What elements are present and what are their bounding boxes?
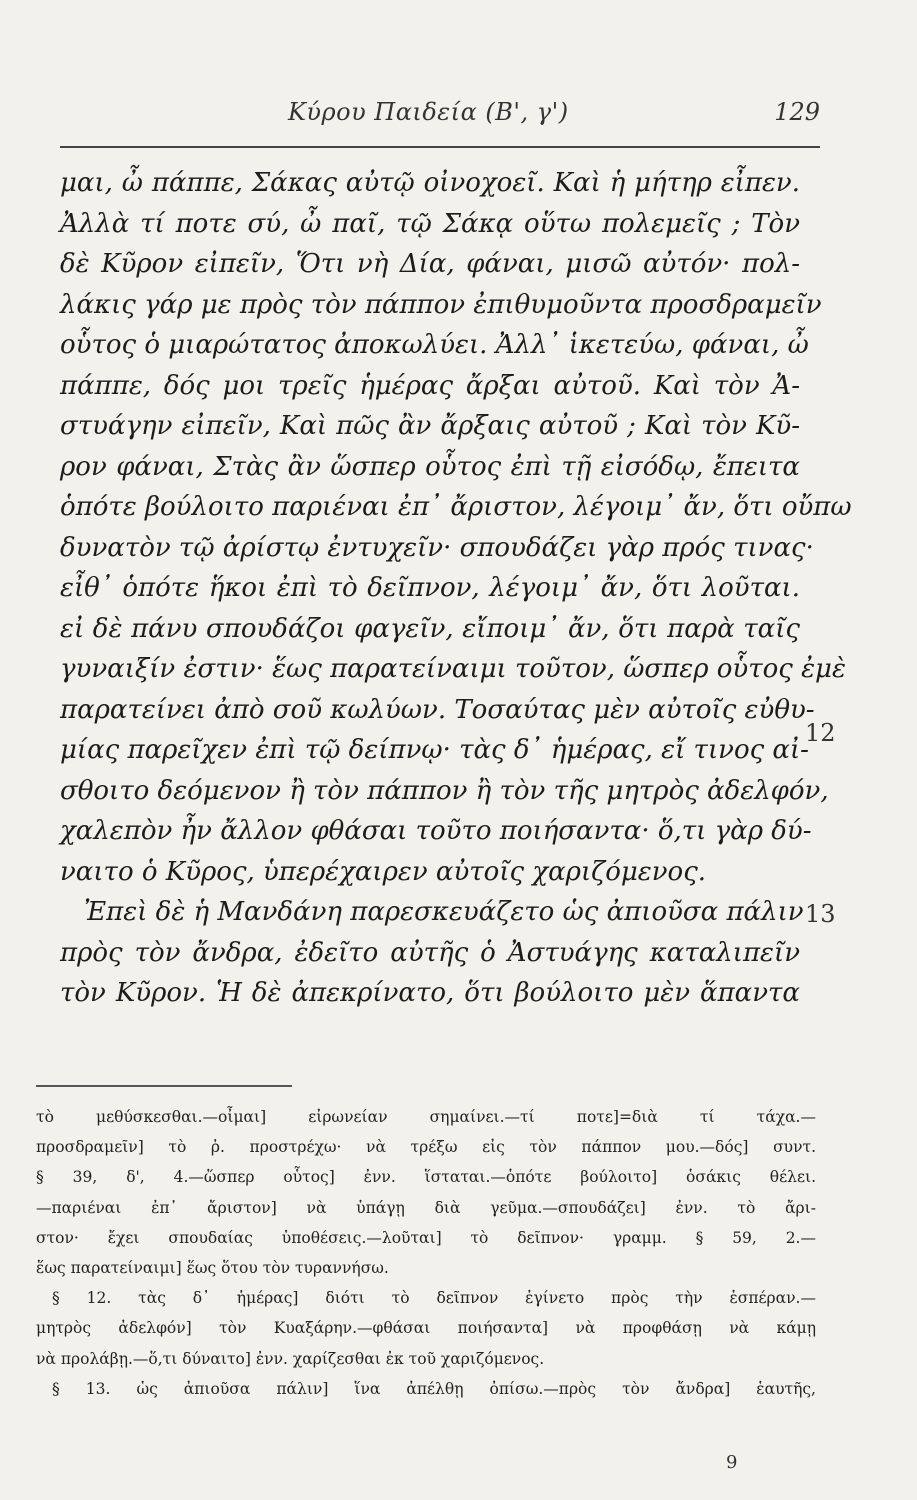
- text-line: σθοιτο δεόμενον ἢ τὸν πάππον ἢ τὸν τῆς μητρὸς ἀδελφόν,: [60, 775, 829, 806]
- text-line: ναιτο ὁ Κῦρος, ὑπερέχαιρεν αὐτοῖς χαριζόμενος.: [60, 856, 707, 887]
- footnote-line: μητρὸς ἀδελφόν] τὸν Κυαξάρην.—φθάσαι ποιήσαντα] νὰ προφθάσῃ νὰ κάμῃ: [36, 1319, 816, 1338]
- text-line: ὁπότε βούλοιτο παριέναι ἐπ᾽ ἄριστον, λέγοιμ᾽ ἄν, ὅτι οὔπω: [60, 492, 852, 522]
- text-line: μίας παρεῖχεν ἐπὶ τῷ δείπνῳ· τὰς δ᾽ ἡμέρας, εἴ τινος αἰ-: [60, 735, 809, 765]
- footnote-line: προσδραμεῖν] τὸ ῥ. προστρέχω· νὰ τρέξω εἰς τὸν πάππον μου.—δός] συντ.: [36, 1138, 816, 1157]
- text-line: τὸν Κῦρον. Ἡ δὲ ἀπεκρίνατο, ὅτι βούλοιτο μὲν ἅπαντα: [60, 978, 800, 1008]
- text-line: λάκις γάρ με πρὸς τὸν πάππον ἐπιθυμοῦντα προσδραμεῖν: [60, 289, 822, 320]
- text-line-content: παρατείνει ἀπὸ σοῦ κωλύων. Τοσαύτας μὲν αὐτοῖς εὐθυ-: [60, 694, 815, 725]
- running-title: Κύρου Παιδεία (Β', γ'): [288, 98, 569, 126]
- text-line: οὗτος ὁ μιαρώτατος ἀποκωλύει. Ἀλλ᾽ ἱκετεύω, φάναι, ὦ: [60, 330, 809, 360]
- text-line: δὲ Κῦρον εἰπεῖν, Ὅτι νὴ Δία, φάναι, μισῶ αὐτόν· πολ-: [60, 249, 800, 279]
- footnote-line: § 13. ὡς ἀπιοῦσα πάλιν] ἵνα ἀπέλθῃ ὀπίσω.—πρὸς τὸν ἄνδρα] ἑαυτῆς,: [52, 1379, 816, 1398]
- text-line: εἶθ᾽ ὁπότε ἥκοι ἐπὶ τὸ δεῖπνον, λέγοιμ᾽ ἄν, ὅτι λοῦται.: [60, 573, 800, 603]
- signature-mark: 9: [726, 1452, 738, 1473]
- text-line: πάππε, δός μοι τρεῖς ἡμέρας ἄρξαι αὐτοῦ. Καὶ τὸν Ἀ-: [60, 370, 800, 401]
- footnote-line: § 39, δ', 4.—ὥσπερ οὗτος] ἐνν. ἵσταται.—ὁπότε βούλοιτο] ὁσάκις θέλει.: [36, 1168, 816, 1187]
- header-rule: [60, 146, 820, 148]
- page-number: 129: [774, 98, 820, 126]
- footnote-line: τὸ μεθύσκεσθαι.—οἶμαι] εἰρωνείαν σημαίνει.—τί ποτε]=διὰ τί τάχα.—: [36, 1108, 816, 1126]
- text-line: Ἐπεὶ δὲ ἡ Μανδάνη παρεσκευάζετο ὡς ἀπιοῦσα πάλιν: [84, 897, 804, 927]
- footnote-line: στον· ἔχει σπουδαίας ὑποθέσεις.—λοῦται] τὸ δεῖπνον· γραμμ. § 59, 2.—: [36, 1228, 816, 1247]
- text-line: Ἀλλὰ τί ποτε σύ, ὦ παῖ, τῷ Σάκᾳ οὕτω πολεμεῖς ; Τὸν: [60, 208, 800, 239]
- page-header: [60, 98, 820, 138]
- text-line: στυάγην εἰπεῖν, Καὶ πῶς ἂν ἄρξαις αὐτοῦ ; Καὶ τὸν Κῦ-: [60, 411, 800, 441]
- text-line: πρὸς τὸν ἄνδρα, ἐδεῖτο αὐτῆς ὁ Ἀστυάγης καταλιπεῖν: [60, 937, 800, 968]
- text-line: [60, 690, 815, 731]
- text-line: γυναιξίν ἐστιν· ἕως παρατείναιμι τοῦτον, ὥσπερ οὗτος ἐμὲ: [60, 654, 846, 684]
- text-line: εἰ δὲ πάνυ σπουδάζοι φαγεῖν, εἴποιμ᾽ ἄν, ὅτι παρὰ ταῖς: [60, 613, 800, 644]
- text-line: ρον φάναι, Στὰς ἂν ὥσπερ οὗτος ἐπὶ τῇ εἰσόδῳ, ἔπειτα: [60, 451, 800, 482]
- section-number-12: 12: [805, 719, 836, 747]
- footnote-line: —παριέναι ἐπ᾽ ἄριστον] νὰ ὑπάγῃ διὰ γεῦμα.—σπουδάζει] ἐνν. τὸ ἄρι-: [36, 1198, 816, 1217]
- footnote-rule: [36, 1085, 292, 1087]
- footnotes: [36, 1102, 816, 1404]
- text-line: δυνατὸν τῷ ἀρίστῳ ἐντυχεῖν· σπουδάζει γὰρ πρός τινας·: [60, 532, 814, 563]
- footnote-line: § 12. τὰς δ᾽ ἡμέρας] διότι τὸ δεῖπνον ἐγίνετο πρὸς τὴν ἑσπέραν.—: [52, 1289, 816, 1308]
- footnote-line: ἕως παρατείναιμι] ἕως ὅτου τὸν τυραννήσω.: [36, 1258, 389, 1277]
- footnote-line: νὰ προλάβῃ.—ὅ,τι δύναιτο] ἐνν. χαρίζεσθαι ἐκ τοῦ χαριζόμενος.: [36, 1349, 545, 1368]
- text-line: χαλεπὸν ἦν ἄλλον φθάσαι τοῦτο ποιήσαντα· ὅ,τι γὰρ δύ-: [60, 816, 812, 846]
- text-line: μαι, ὦ πάππε, Σάκας αὐτῷ οἰνοχοεῖ. Καὶ ἡ μήτηρ εἶπεν.: [60, 168, 800, 198]
- section-number-13: 13: [805, 900, 836, 928]
